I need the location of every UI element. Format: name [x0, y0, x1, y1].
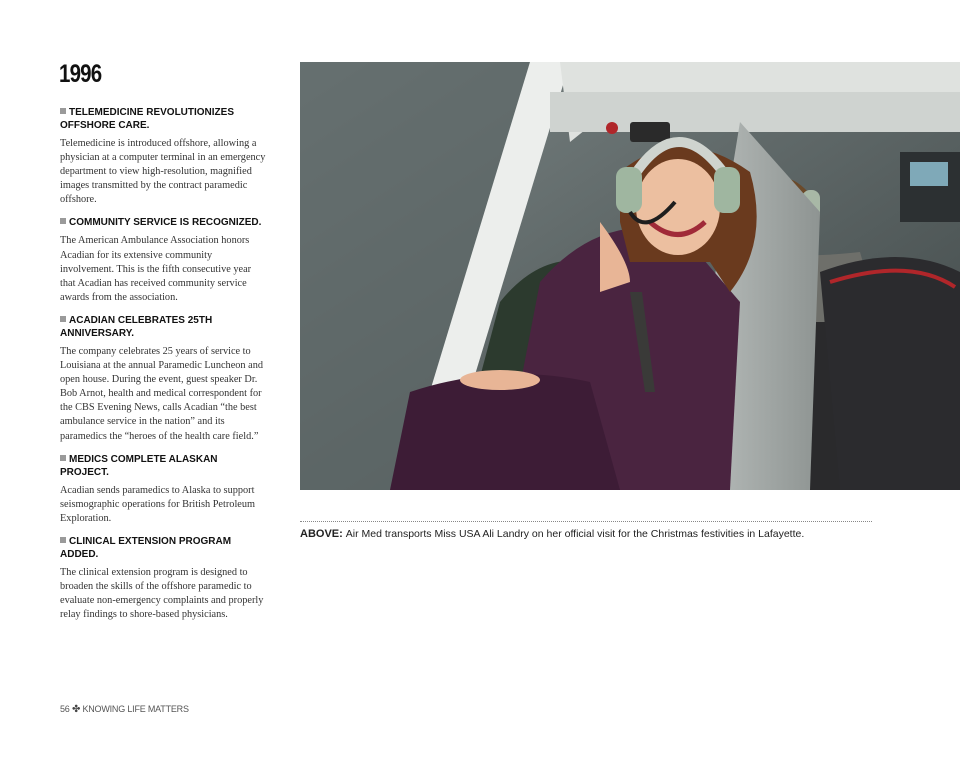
square-bullet-icon: [60, 455, 66, 461]
entry-body: Telemedicine is introduced offshore, allowing a physician at a computer terminal in an emergency department to view high-resolution, magnified images transmitted by the contract paramedic offshore.: [60, 138, 266, 206]
caption-text: Air Med transports Miss USA Ali Landry on her official visit for the Christmas festivities in Lafayette.: [345, 528, 805, 540]
red-knob: [606, 122, 618, 134]
entry-heading: ACADIAN CELEBRATES 25TH ANNIVERSARY.: [60, 314, 213, 339]
entry-heading: MEDICS COMPLETE ALASKAN PROJECT.: [60, 453, 218, 478]
skirt: [390, 374, 620, 490]
helicopter-photo: [300, 62, 960, 490]
book-title: KNOWING LIFE MATTERS: [82, 704, 189, 714]
photo-illustration: [300, 62, 960, 490]
avionics-screen: [910, 162, 948, 186]
timeline-entry: [60, 106, 268, 207]
face: [636, 159, 720, 255]
square-bullet-icon: [60, 218, 66, 224]
year-heading: 1996: [59, 60, 102, 88]
timeline-entry: [60, 453, 268, 526]
caption-divider: [300, 521, 872, 522]
entry-body: The American Ambulance Association honors Acadian for its extensive community involvement. This is the fifth consecutive year that Acadian has received community service awards from the association.: [60, 235, 252, 303]
entry-heading: CLINICAL EXTENSION PROGRAM ADDED.: [60, 535, 232, 560]
seat-jacket: [820, 257, 960, 490]
caption-label: ABOVE:: [300, 528, 343, 540]
photo-caption: [300, 528, 804, 540]
entry-body: The company celebrates 25 years of service to Louisiana at the annual Paramedic Luncheon and open house. During the event, guest speaker Dr. Bob Arnot, health and medical correspondent for the CBS Evening News, calls Acadian “the best ambulance service in the nation” and its paramedics the “heroes of the health care field.”: [60, 345, 264, 442]
hand: [460, 370, 540, 390]
clover-ornament-icon: ✤: [71, 704, 81, 715]
page-footer: [60, 704, 189, 715]
ceiling-control: [630, 122, 670, 142]
headset-left-ear: [616, 167, 642, 213]
headset-right-ear: [714, 167, 740, 213]
square-bullet-icon: [60, 108, 66, 114]
entry-heading: TELEMEDICINE REVOLUTIONIZES OFFSHORE CARE.: [60, 107, 235, 131]
square-bullet-icon: [60, 537, 66, 543]
timeline-entry: [60, 535, 268, 622]
square-bullet-icon: [60, 316, 66, 322]
timeline-entry: [60, 216, 268, 304]
page-number: 56: [60, 704, 70, 714]
entry-body: The clinical extension program is designed to broaden the skills of the offshore paramedic to evaluate non-emergency complaints and properly relay findings to shore-based physicians.: [60, 566, 264, 621]
timeline-entry: [60, 314, 268, 444]
timeline-entries: [60, 106, 268, 631]
entry-body: Acadian sends paramedics to Alaska to support seismographic operations for British Petroleum Exploration.: [60, 484, 256, 524]
entry-heading: COMMUNITY SERVICE IS RECOGNIZED.: [60, 216, 268, 229]
